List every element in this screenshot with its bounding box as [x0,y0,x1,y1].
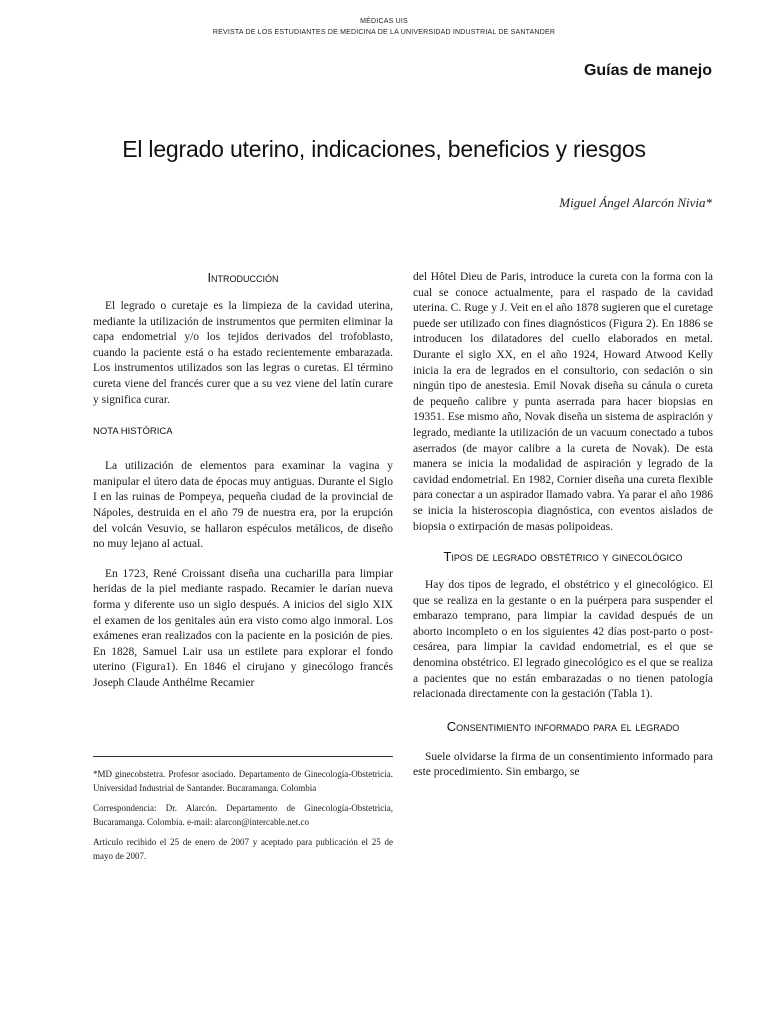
history-continuation: del Hôtel Dieu de Paris, introduce la cureta con la forma con la cual se conoce actualmente, para el raspado de la cavidad uterina. C. Ruge y J. Veit en el año 1878 sugieren que el curetage puede ser utilizado con fines diagnósticos (Figura 2). En 1886 se introducen los dilatadores del cuello elaborados en metal. Durante el siglo XX, en el año 1924, Howard Atwood Kelly inicia la era de legrados en el consultorio, con sedación o sin ningún tipo de anestesia. Emil Novak diseña su cánula o cureta de pequeño calibre y punta aserrada para hacer biopsias en 19351. Ese mismo año, Novak diseña un sistema de aspiración y legrado, mediante la utilización de un vacuum conectado a tubos aserrados (de mayor calibre a la cureta de Novak). De esta manera se inicia la modalidad de aspiración y legrado de la cavidad endometrial. En 1982, Cornier diseña una cureta flexible para conectar a un aspirador llamado vabra. Ya parar el año 1986 se inicia la histeroscopia diagnóstica, con eventos aislados de biopsia o extirpación de masas polipoideas. [413,271,713,533]
introduction-heading: Introducción [207,270,279,285]
right-column [413,270,713,781]
journal-header [0,16,768,38]
article-author: Miguel Ángel Alarcón Nivia* [559,195,712,210]
footnote-correspondence: Correspondencia: Dr. Alarcón. Departamento de Ginecología-Obstetricia, Bucaramanga. Colombia. e-mail: alarcon@intercable.net.co [93,803,393,827]
section-label: Guías de manejo [583,62,712,79]
consent-paragraph: Suele olvidarse la firma de un consentimiento informado para este procedimiento. Sin embargo, se [413,750,713,779]
history-heading: NOTA HISTÓRICA [93,426,173,438]
types-paragraph: Hay dos tipos de legrado, el obstétrico y el ginecológico. El que se realiza en la gestante o en la puérpera para suspender el embarazo temprano, para limpiar la cavidad después de un aborto incompleto o en los siguientes 42 días post-parto o post-cesárea, para limpiar la cavidad endometrial, es el que se denomina obstétrico. El legrado ginecológico es el que se realiza a pacientes que no están embarazadas o no tienen patología relacionada directamente con la gestación (Tabla 1). [413,579,713,701]
journal-subtitle: REVISTA DE LOS ESTUDIANTES DE MEDICINA DE LA UNIVERSIDAD INDUSTRIAL DE SANTANDER [212,29,556,36]
history-paragraph-2: En 1723, René Croissant diseña una cucharilla para limpiar heridas de la piel mediante raspado. Recamier le darían nueva forma y diferente uso un siglo después. A inicios del siglo XIX el examen de los genitales aún era visto como algo inmoral. Los exámenes eran realizados con la paciente en la posición de pies. En 1828, Samuel Lair usa un estilete para explorar el fondo uterino (Figura1). En 1846 el cirujano y ginecólogo francés Joseph Claude Anthélme Recamier [93,567,393,689]
types-heading: Tipos de legrado obstétrico y ginecológico [443,549,683,565]
consent-heading: Consentimiento informado para el legrado [446,718,680,734]
footnote-dates: Artículo recibido el 25 de enero de 2007 y aceptado para publicación el 25 de mayo de 2007. [93,837,393,861]
history-paragraph-1: La utilización de elementos para examinar la vagina y manipular el útero data de épocas muy antiguas. Durante el Siglo I en las ruinas de Pompeya, pequeña ciudad de la provincial de Nápoles, destruida en el año 79 de nuestra era, por la erupción del volcán Vesuvio, se hallaron espéculos metálicos, de diseño no muy lejano al actual. [93,460,393,551]
journal-name: MÉDICAS UIS [360,18,408,25]
left-column [93,270,393,691]
article-title: El legrado uterino, indicaciones, beneficios y riesgos [122,136,646,162]
footnotes [93,756,393,863]
introduction-paragraph: El legrado o curetaje es la limpieza de la cavidad uterina, mediante la utilización de instrumentos que permiten eliminar la capa endometrial y/o los tejidos derivados del trofoblasto, cuando la paciente está o ha estado recientemente embarazada. Los instrumentos utilizados son las legras o curetas. El término cureta viene del francés curer que a su vez viene del latín curare y significa curar. [93,300,393,406]
footnote-author-affiliation: *MD ginecobstetra. Profesor asociado. Departamento de Ginecología-Obstetricia. Universidad Industrial de Santander. Bucaramanga. Colombia [93,769,393,793]
